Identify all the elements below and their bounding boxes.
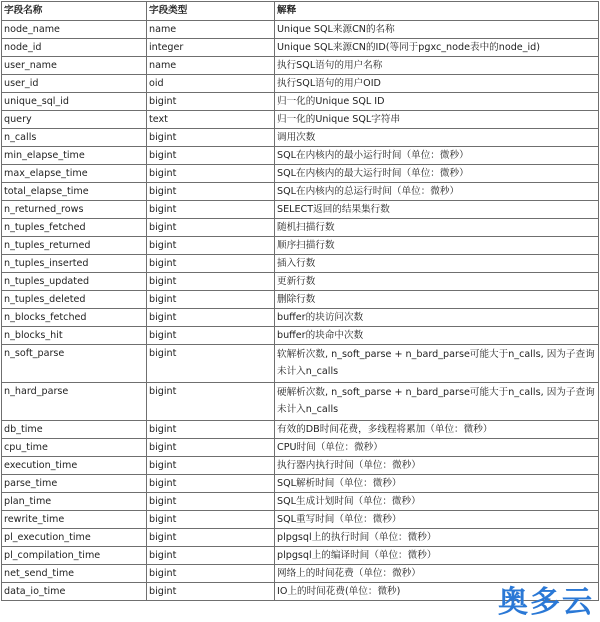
table-row [2,383,599,421]
field-name-cell: node_name [2,21,147,39]
field-description-cell: plpgsql上的编译时间（单位：微秒） [275,547,599,565]
field-description-cell: 随机扫描行数 [275,219,599,237]
table-row [2,129,599,147]
field-name-cell: user_name [2,57,147,75]
table-row [2,21,599,39]
field-type-cell: bigint [147,183,275,201]
table-row [2,273,599,291]
field-type-cell: bigint [147,93,275,111]
field-type-cell: text [147,111,275,129]
table-row [2,457,599,475]
table-row [2,111,599,129]
field-name-cell: n_tuples_deleted [2,291,147,309]
table-row [2,39,599,57]
field-name-cell: n_blocks_fetched [2,309,147,327]
field-type-cell: bigint [147,345,275,383]
table-row [2,57,599,75]
field-name-cell: n_tuples_inserted [2,255,147,273]
field-description-cell: SQL在内核内的总运行时间（单位：微秒） [275,183,599,201]
field-type-cell: bigint [147,383,275,421]
field-type-cell: bigint [147,165,275,183]
field-description-cell: Unique SQL来源CN的ID(等同于pgxc_node表中的node_id) [275,39,599,57]
table-row [2,327,599,345]
field-type-cell: bigint [147,439,275,457]
table-row [2,511,599,529]
field-name-cell: pl_execution_time [2,529,147,547]
field-name-cell: execution_time [2,457,147,475]
field-name-cell: query [2,111,147,129]
field-description-cell: 有效的DB时间花费，多线程将累加（单位：微秒） [275,421,599,439]
table-row [2,75,599,93]
table-row [2,255,599,273]
field-description-cell: 硬解析次数, n_soft_parse + n_bard_parse可能大于n_calls, 因为子查询未计入n_calls [275,383,599,421]
header-field-name: 字段名称 [2,2,147,21]
table-body [2,21,599,601]
table-row [2,147,599,165]
field-type-cell: bigint [147,457,275,475]
field-name-cell: total_elapse_time [2,183,147,201]
field-type-cell: bigint [147,493,275,511]
field-name-cell: n_tuples_returned [2,237,147,255]
field-name-cell: db_time [2,421,147,439]
field-description-cell: 执行SQL语句的用户OID [275,75,599,93]
field-description-cell: SQL重写时间（单位：微秒） [275,511,599,529]
field-description-cell: 执行器内执行时间（单位：微秒） [275,457,599,475]
table-row [2,183,599,201]
table-row [2,475,599,493]
field-description-cell: 归一化的Unique SQL ID [275,93,599,111]
field-name-cell: net_send_time [2,565,147,583]
field-description-cell: 删除行数 [275,291,599,309]
table-row [2,93,599,111]
field-description-cell: buffer的块命中次数 [275,327,599,345]
field-type-cell: bigint [147,291,275,309]
field-name-cell: plan_time [2,493,147,511]
table-row [2,529,599,547]
field-description-cell: 调用次数 [275,129,599,147]
header-row [2,2,599,21]
field-type-cell: oid [147,75,275,93]
field-type-cell: bigint [147,219,275,237]
table-row [2,309,599,327]
field-definition-table [1,1,599,601]
header-description: 解释 [275,2,599,21]
field-type-cell: bigint [147,547,275,565]
field-description-cell: SQL在内核内的最大运行时间（单位：微秒） [275,165,599,183]
table-row [2,291,599,309]
field-name-cell: max_elapse_time [2,165,147,183]
field-type-cell: bigint [147,237,275,255]
table-row [2,547,599,565]
field-type-cell: bigint [147,529,275,547]
field-name-cell: n_tuples_fetched [2,219,147,237]
field-description-cell: SQL在内核内的最小运行时间（单位：微秒） [275,147,599,165]
field-type-cell: name [147,21,275,39]
field-name-cell: n_blocks_hit [2,327,147,345]
table-row [2,345,599,383]
field-description-cell: Unique SQL来源CN的名称 [275,21,599,39]
field-type-cell: integer [147,39,275,57]
field-description-cell: 软解析次数, n_soft_parse + n_bard_parse可能大于n_calls, 因为子查询未计入n_calls [275,345,599,383]
field-name-cell: pl_compilation_time [2,547,147,565]
table-row [2,165,599,183]
field-type-cell: bigint [147,565,275,583]
table-row [2,201,599,219]
field-description-cell: 顺序扫描行数 [275,237,599,255]
field-name-cell: min_elapse_time [2,147,147,165]
field-description-cell: buffer的块访问次数 [275,309,599,327]
field-name-cell: cpu_time [2,439,147,457]
field-description-cell: 更新行数 [275,273,599,291]
field-name-cell: unique_sql_id [2,93,147,111]
field-type-cell: bigint [147,147,275,165]
field-name-cell: n_hard_parse [2,383,147,421]
field-description-cell: plpgsql上的执行时间（单位：微秒） [275,529,599,547]
field-description-cell: IO上的时间花费(单位：微秒) [275,583,599,601]
table-row [2,565,599,583]
field-name-cell: n_tuples_updated [2,273,147,291]
field-type-cell: name [147,57,275,75]
field-name-cell: rewrite_time [2,511,147,529]
table-row [2,421,599,439]
field-type-cell: bigint [147,255,275,273]
table-row [2,439,599,457]
field-type-cell: bigint [147,583,275,601]
field-type-cell: bigint [147,511,275,529]
field-description-cell: 执行SQL语句的用户名称 [275,57,599,75]
field-type-cell: bigint [147,309,275,327]
field-description-cell: 网络上的时间花费（单位：微秒） [275,565,599,583]
field-description-cell: SQL解析时间（单位：微秒） [275,475,599,493]
watermark-logo: 奥多云 [498,585,594,620]
field-type-cell: bigint [147,327,275,345]
field-description-cell: SQL生成计划时间（单位：微秒） [275,493,599,511]
field-description-cell: 归一化的Unique SQL字符串 [275,111,599,129]
field-name-cell: n_calls [2,129,147,147]
field-type-cell: bigint [147,475,275,493]
field-type-cell: bigint [147,273,275,291]
field-description-cell: 插入行数 [275,255,599,273]
field-name-cell: n_soft_parse [2,345,147,383]
field-name-cell: parse_time [2,475,147,493]
field-description-cell: CPU时间（单位：微秒） [275,439,599,457]
field-name-cell: n_returned_rows [2,201,147,219]
table-row [2,237,599,255]
field-name-cell: data_io_time [2,583,147,601]
header-field-type: 字段类型 [147,2,275,21]
field-type-cell: bigint [147,421,275,439]
field-type-cell: bigint [147,129,275,147]
field-name-cell: node_id [2,39,147,57]
table-header [2,2,599,21]
field-type-cell: bigint [147,201,275,219]
table-row [2,493,599,511]
table-row [2,219,599,237]
field-description-cell: SELECT返回的结果集行数 [275,201,599,219]
field-name-cell: user_id [2,75,147,93]
